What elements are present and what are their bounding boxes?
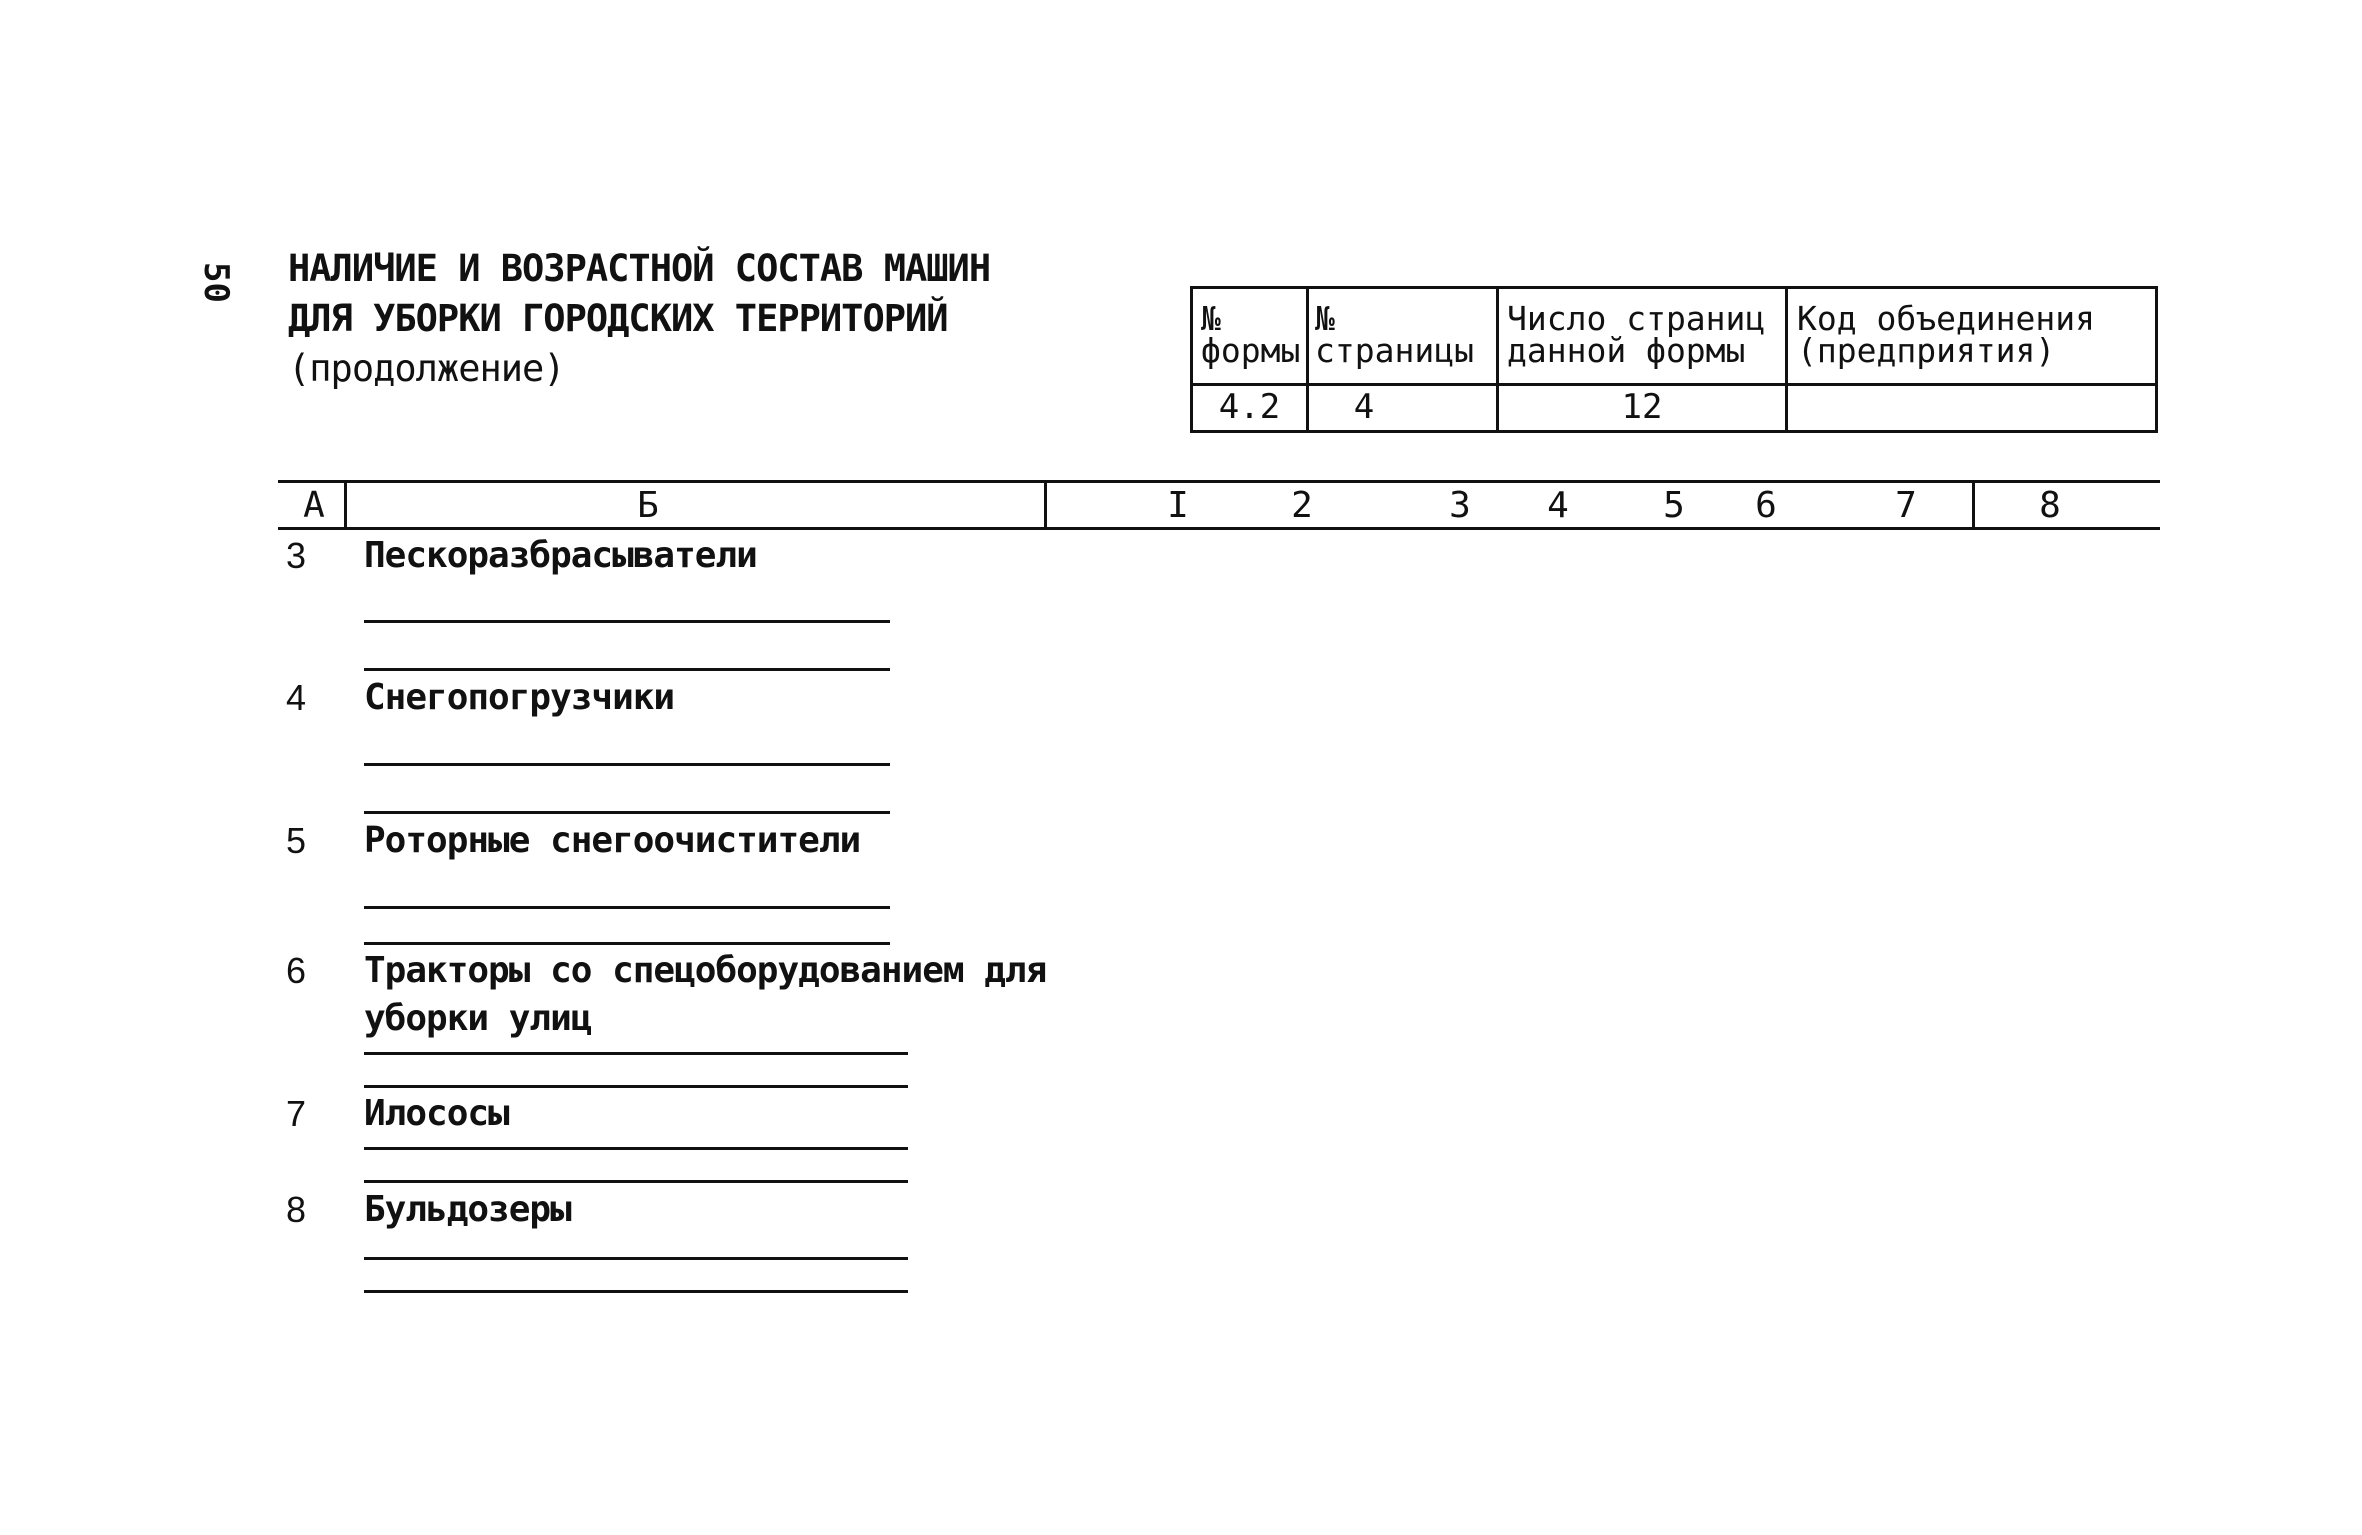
column-6: 6 <box>1755 485 1777 526</box>
column-header-row <box>278 480 2160 530</box>
title-line-3: (продолжение) <box>288 347 565 390</box>
row-number: 7 <box>286 1093 307 1134</box>
blank-line <box>364 1257 908 1260</box>
row-number: 5 <box>286 820 307 861</box>
column-b: Б <box>637 485 659 526</box>
blank-line <box>364 811 890 814</box>
form-title <box>288 244 990 394</box>
column-5: 5 <box>1663 485 1685 526</box>
column-3: 3 <box>1449 485 1471 526</box>
value-form-number: 4.2 <box>1218 387 1281 427</box>
blank-line <box>364 1085 908 1088</box>
blank-line <box>364 620 890 623</box>
header-form-number: № формы <box>1201 299 1301 370</box>
blank-line <box>364 1147 908 1150</box>
title-line-1: НАЛИЧИЕ И ВОЗРАСТНОЙ СОСТАВ МАШИН <box>288 247 991 290</box>
row-number: 6 <box>286 950 307 991</box>
column-2: 2 <box>1291 485 1313 526</box>
page-number: 50 <box>196 262 236 303</box>
blank-line <box>364 668 890 671</box>
form-info-table <box>1190 286 2158 433</box>
blank-line <box>364 1180 908 1183</box>
header-page-count: Число страниц данной формы <box>1507 299 1766 370</box>
title-line-2: ДЛЯ УБОРКИ ГОРОДСКИХ ТЕРРИТОРИЙ <box>288 297 948 340</box>
row-label: Тракторы со спецоборудованием для <box>364 950 1047 991</box>
header-page-number: № страницы <box>1315 299 1474 370</box>
value-page-count: 12 <box>1621 387 1663 427</box>
row-number: 8 <box>286 1189 307 1230</box>
blank-line <box>364 763 890 766</box>
column-8: 8 <box>2039 485 2061 526</box>
blank-line <box>364 942 890 945</box>
column-1: I <box>1167 485 1189 526</box>
row-number: 4 <box>286 677 307 718</box>
column-4: 4 <box>1547 485 1569 526</box>
row-label: Илососы <box>364 1093 509 1134</box>
row-number: 3 <box>286 535 307 576</box>
row-label-continued: уборки улиц <box>364 998 592 1039</box>
row-label: Снегопогрузчики <box>364 677 675 718</box>
row-label: Бульдозеры <box>364 1189 571 1230</box>
blank-line <box>364 1052 908 1055</box>
column-7: 7 <box>1895 485 1917 526</box>
header-org-code: Код объединения (предприятия) <box>1797 299 2096 370</box>
row-label: Пескоразбрасыватели <box>364 535 757 576</box>
row-label: Роторные снегоочистители <box>364 820 861 861</box>
column-a: А <box>303 485 325 526</box>
blank-line <box>364 906 890 909</box>
value-page-number: 4 <box>1353 387 1375 427</box>
blank-line <box>364 1290 908 1293</box>
